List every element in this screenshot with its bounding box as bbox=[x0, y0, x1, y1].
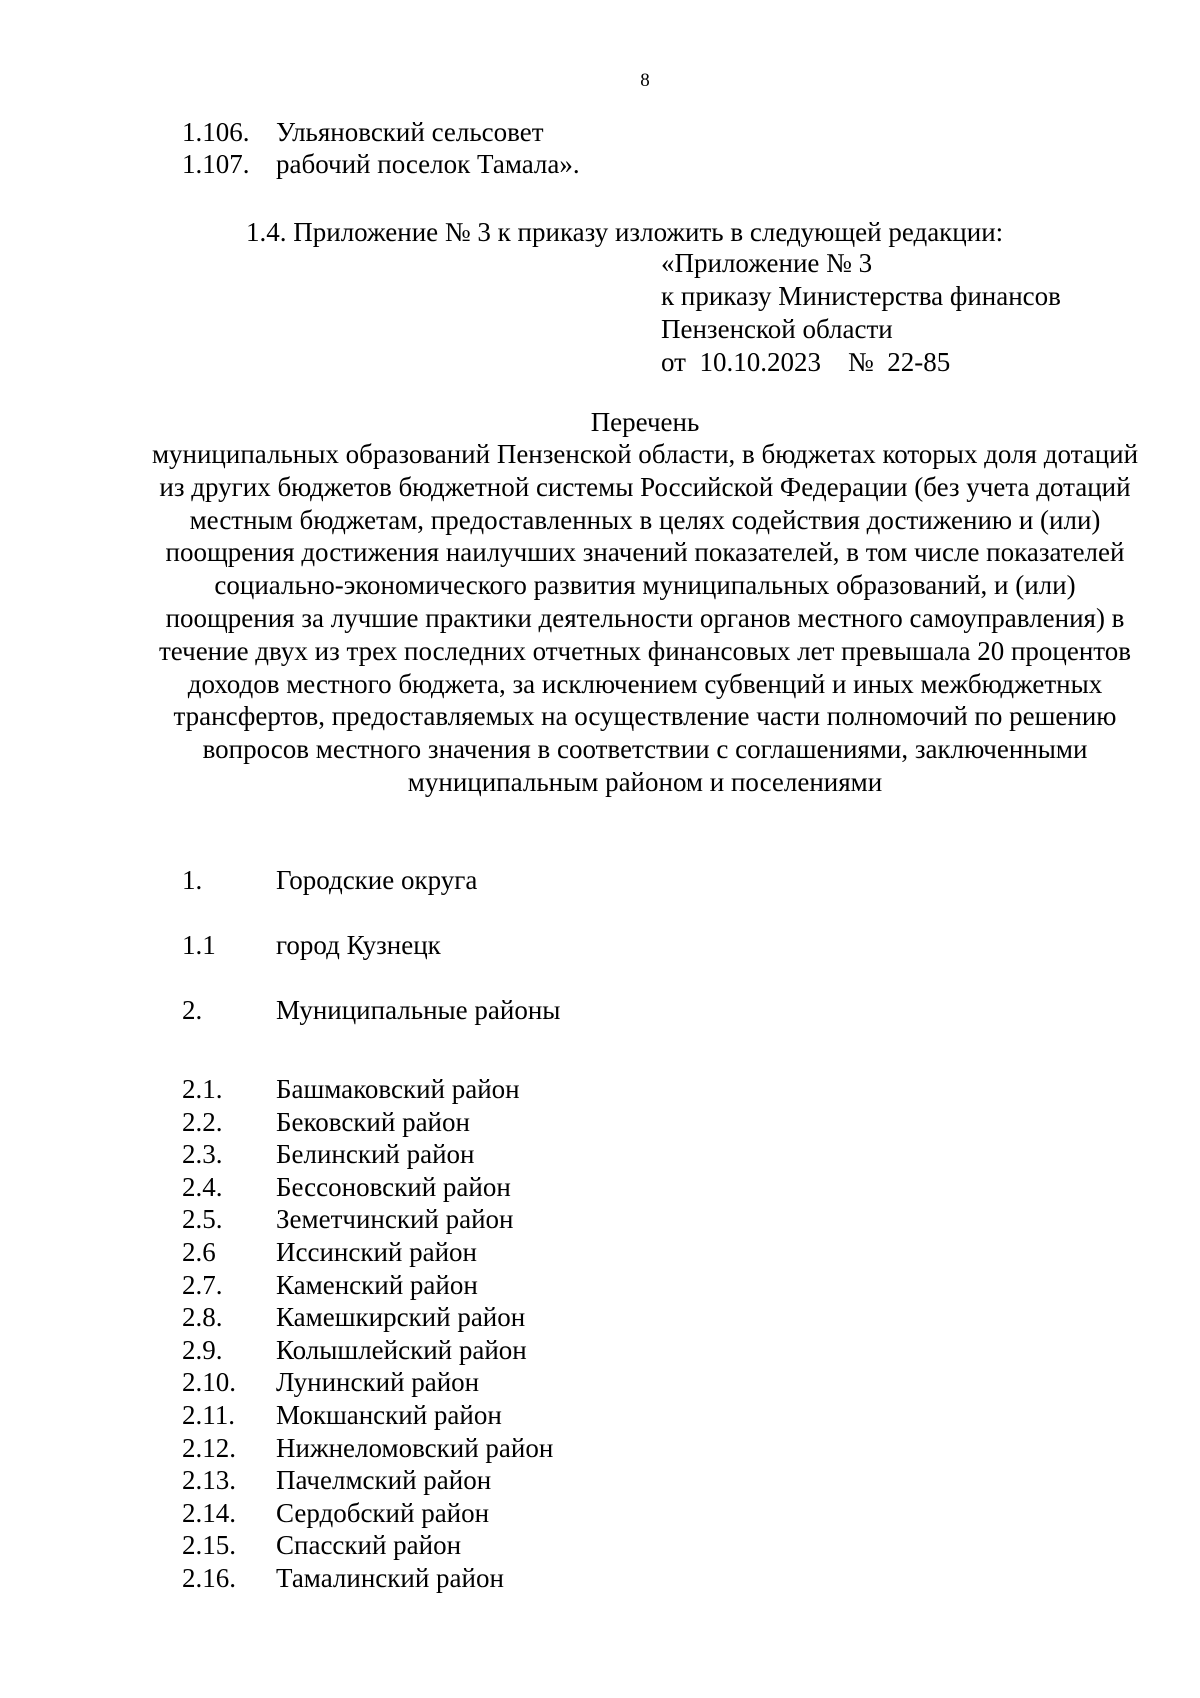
item-text: Ульяновский сельсовет bbox=[276, 117, 544, 147]
item-text: Камешкирский район bbox=[276, 1302, 526, 1333]
list-item bbox=[182, 1432, 553, 1465]
item-number: 2.15. bbox=[182, 1530, 236, 1561]
item-text: Земетчинский район bbox=[276, 1204, 514, 1235]
annex-header bbox=[661, 247, 1061, 379]
list-item bbox=[182, 1497, 553, 1530]
item-text: Каменский район bbox=[276, 1269, 478, 1300]
item-number: 1.106. bbox=[182, 117, 250, 147]
list-item bbox=[182, 1464, 553, 1497]
item-number: 2.4. bbox=[182, 1171, 223, 1202]
annex-title: «Приложение № 3 bbox=[661, 248, 873, 278]
item-text: Мокшанский район bbox=[276, 1399, 502, 1430]
list-item bbox=[182, 148, 580, 180]
item-number: 2.16. bbox=[182, 1562, 236, 1593]
item-number: 2.3. bbox=[182, 1139, 223, 1170]
list-description: муниципальных образований Пензенской области, в бюджетах которых доля дотаций из других бюджетов бюджетной системы Российской Федерации (без учета дотаций местным бюджетам, предоставленных в целях содействия достижению и (или) поощрения достижения наилучших значений показателей, в том числе показателей социально-экономического развития муниципальных образований, и (или) поощрения за лучшие практики деятельности органов местного самоуправления) в течение двух из трех последних отчетных финансовых лет превышала 20 процентов доходов местного бюджета, за исключением субвенций и иных межбюджетных трансфертов, предоставляемых на осуществление части полномочий по решению вопросов местного значения в соответствии с соглашениями, заключенными муниципальным районом и поселениями bbox=[151, 439, 1139, 797]
item-text: Тамалинский район bbox=[276, 1562, 504, 1593]
item-text: Бессоновский район bbox=[276, 1171, 511, 1202]
list-item bbox=[182, 116, 544, 148]
item-number: 2.10. bbox=[182, 1367, 236, 1398]
list-item bbox=[182, 1529, 553, 1562]
list-item bbox=[182, 1301, 553, 1334]
item-number: 2.11. bbox=[182, 1399, 235, 1430]
item-number: 1.107. bbox=[182, 149, 250, 179]
list-item bbox=[182, 1171, 553, 1204]
item-number: 2.8. bbox=[182, 1302, 223, 1333]
item-text: рабочий поселок Тамала». bbox=[276, 149, 580, 179]
item-number: 2.1. bbox=[182, 1074, 223, 1104]
item-number: 2.2. bbox=[182, 1106, 223, 1137]
list-item bbox=[182, 1334, 553, 1367]
list-item bbox=[182, 1399, 553, 1432]
section-heading bbox=[182, 864, 477, 896]
section-heading bbox=[182, 994, 560, 1026]
section-item bbox=[182, 929, 441, 961]
item-text: Пачелмский район bbox=[276, 1465, 492, 1496]
section-text: Муниципальные районы bbox=[276, 995, 561, 1025]
list-item bbox=[182, 1366, 553, 1399]
item-number: 2.9. bbox=[182, 1334, 223, 1365]
list-item bbox=[182, 1106, 553, 1139]
item-number: 2.5. bbox=[182, 1204, 223, 1235]
annex-order-line: к приказу Министерства финансов bbox=[661, 281, 1061, 311]
districts-list bbox=[182, 1073, 553, 1595]
list-item bbox=[182, 1562, 553, 1595]
item-number: 2.12. bbox=[182, 1432, 236, 1463]
page-number: 8 bbox=[640, 70, 650, 91]
list-item bbox=[182, 1203, 553, 1236]
list-title: Перечень bbox=[590, 407, 700, 437]
item-number: 2.6 bbox=[182, 1236, 216, 1267]
list-item bbox=[182, 1073, 553, 1106]
item-text: Спасский район bbox=[276, 1530, 462, 1561]
item-text: Белинский район bbox=[276, 1139, 475, 1170]
list-item bbox=[182, 1236, 553, 1269]
item-text: Сердобский район bbox=[276, 1497, 490, 1528]
item-text: Лунинский район bbox=[276, 1367, 480, 1398]
annex-region-line: Пензенской области bbox=[661, 314, 893, 344]
item-number: 2.13. bbox=[182, 1465, 236, 1496]
section-number: 2. bbox=[182, 995, 203, 1025]
item-number: 2.7. bbox=[182, 1269, 223, 1300]
section-number: 1.1 bbox=[182, 930, 216, 960]
section-text: город Кузнецк bbox=[276, 930, 441, 960]
annex-date-number: от 10.10.2023 № 22-85 bbox=[661, 347, 951, 377]
item-text: Нижнеломовский район bbox=[276, 1432, 554, 1463]
section-number: 1. bbox=[182, 865, 203, 895]
item-text: Колышлейский район bbox=[276, 1334, 527, 1365]
item-text: Бековский район bbox=[276, 1106, 470, 1137]
amendment-paragraph: 1.4. Приложение № 3 к приказу изложить в следующей редакции: bbox=[246, 217, 1004, 247]
section-text: Городские округа bbox=[276, 865, 478, 895]
item-text: Иссинский район bbox=[276, 1236, 477, 1267]
list-item bbox=[182, 1138, 553, 1171]
item-number: 2.14. bbox=[182, 1497, 236, 1528]
list-item bbox=[182, 1269, 553, 1302]
item-text: Башмаковский район bbox=[276, 1074, 520, 1104]
